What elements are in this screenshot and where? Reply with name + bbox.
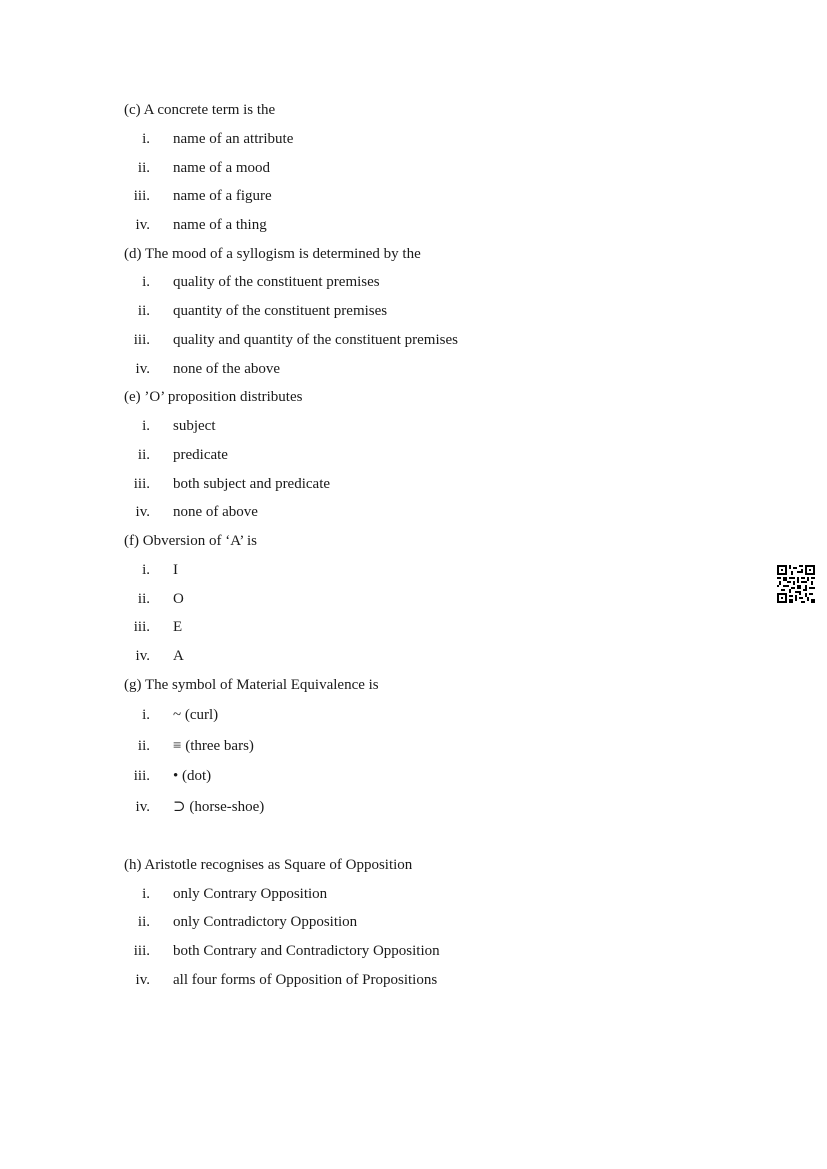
option-text: quality and quantity of the constituent premises xyxy=(173,332,458,348)
question-c-stem: (c) A concrete term is the xyxy=(124,102,276,118)
option-text: both subject and predicate xyxy=(173,476,331,492)
question-g-stem: (g) The symbol of Material Equivalence is xyxy=(124,677,379,693)
option-text: ⊃ (horse-shoe) xyxy=(173,799,265,815)
option-text: A xyxy=(173,648,184,664)
question-e-stem: (e) ’O’ proposition distributes xyxy=(124,389,303,405)
option-number: i. xyxy=(142,131,150,147)
option-text: only Contrary Opposition xyxy=(173,886,328,902)
option-text: none of above xyxy=(173,504,258,520)
option-number: iv. xyxy=(135,504,150,520)
option-text: subject xyxy=(173,418,216,434)
option-text: quantity of the constituent premises xyxy=(173,303,388,319)
option-text: E xyxy=(173,619,183,635)
option-number: iii. xyxy=(133,768,150,784)
option-text: none of the above xyxy=(173,361,281,377)
option-number: iii. xyxy=(133,188,150,204)
option-number: iii. xyxy=(133,332,150,348)
option-number: iv. xyxy=(135,648,150,664)
option-text: all four forms of Opposition of Propositions xyxy=(173,972,438,988)
option-number: ii. xyxy=(137,160,150,176)
option-number: iv. xyxy=(135,361,150,377)
option-text: ≡ (three bars) xyxy=(173,738,254,754)
option-text: only Contradictory Opposition xyxy=(173,914,358,930)
option-number: iv. xyxy=(135,799,150,815)
option-number: i. xyxy=(142,886,150,902)
option-number: ii. xyxy=(137,591,150,607)
option-text: O xyxy=(173,591,184,607)
option-number: iii. xyxy=(133,476,150,492)
option-text: both Contrary and Contradictory Opposition xyxy=(173,943,440,959)
option-number: iii. xyxy=(133,943,150,959)
option-text: name of a thing xyxy=(173,217,267,233)
option-text: name of a mood xyxy=(173,160,271,176)
question-h-stem: (h) Aristotle recognises as Square of Opposition xyxy=(124,857,413,873)
option-text: • (dot) xyxy=(173,768,212,784)
option-number: ii. xyxy=(137,914,150,930)
option-number: i. xyxy=(142,707,150,723)
option-number: ii. xyxy=(137,447,150,463)
option-text: ~ (curl) xyxy=(173,707,219,723)
qr-code-icon xyxy=(777,565,815,603)
option-number: i. xyxy=(142,418,150,434)
option-number: iv. xyxy=(135,217,150,233)
option-number: i. xyxy=(142,562,150,578)
option-number: ii. xyxy=(137,303,150,319)
question-d-stem: (d) The mood of a syllogism is determined by the xyxy=(124,246,421,262)
option-text: I xyxy=(173,562,178,578)
option-text: name of an attribute xyxy=(173,131,294,147)
option-number: i. xyxy=(142,274,150,290)
question-f-stem: (f) Obversion of ‘A’ is xyxy=(124,533,258,549)
option-text: quality of the constituent premises xyxy=(173,274,380,290)
option-text: predicate xyxy=(173,447,228,463)
option-number: iii. xyxy=(133,619,150,635)
option-number: ii. xyxy=(137,738,150,754)
option-number: iv. xyxy=(135,972,150,988)
option-text: name of a figure xyxy=(173,188,272,204)
